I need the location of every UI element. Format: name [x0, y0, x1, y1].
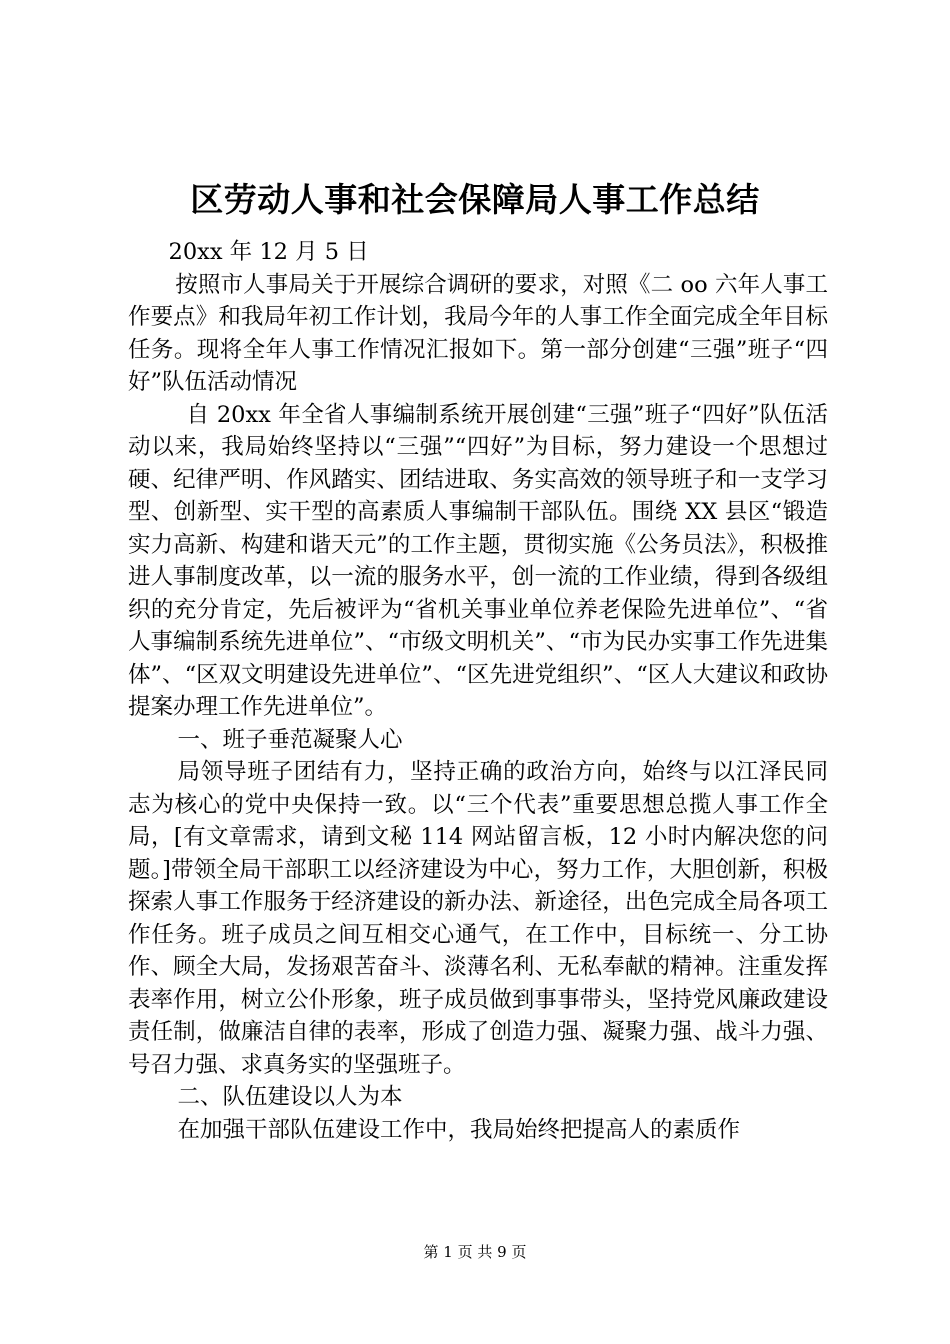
- section-heading-team: 二、队伍建设以人为本: [177, 1084, 403, 1110]
- section-heading-leadership: 一、班子垂范凝聚人心: [177, 726, 403, 753]
- paragraph-activity: 自 20xx 年全省人事编制系统开展创建“三强”班子“四好”队伍活动以来，我局始终坚持以“三强”“四好”为目标，努力建设一个思想过硬、纪律严明、作风踏实、团结进取、务实高效的领导班子和一支学习型、创新型、实干型的高素质人事编制干部队伍。围绕 XX 县区“锻造实力高新、构建和谐天元”的工作主题，贯彻实施《公务员法》，积极推进人事制度改革，以一流的服务水平，创一流的工作业绩，得到各级组织的充分肯定，先后被评为“省机关事业单位养老保险先进单位”、“省人事编制系统先进单位”、“市级文明机关”、“市为民办实事工作先进集体”、“区双文明建设先进单位”、“区先进党组织”、“区人大建议和政协提案办理工作先进单位”。: [128, 401, 828, 720]
- page-footer: 第 1 页 共 9 页: [423, 1243, 527, 1261]
- paragraph-leadership: 局领导班子团结有力，坚持正确的政治方向，始终与以江泽民同志为核心的党中央保持一致。以“三个代表”重要思想总揽人事工作全局，[有文章需求，请到文秘 114 网站留言板，12 小时内解决您的问题。]带领全局干部职工以经济建设为中心，努力工作，大胆创新，积极探索人事工作服务于经济建设的新办法、新途径，出色完成全局各项工作任务。班子成员之间互相交心通气，在工作中，目标统一、分工协作、顾全大局，发扬艰苦奋斗、淡薄名利、无私奉献的精神。注重发挥表率作用，树立公仆形象，班子成员做到事事带头，坚持党风廉政建设责任制，做廉洁自律的表率，形成了创造力强、凝聚力强、战斗力强、号召力强、求真务实的坚强班子。: [128, 759, 828, 1078]
- document-date: 20xx 年 12 月 5 日: [168, 239, 369, 265]
- document-body: [128, 236, 828, 1146]
- document-title: 区劳动人事和社会保障局人事工作总结: [190, 180, 760, 219]
- paragraph-team: 在加强干部队伍建设工作中，我局始终把提高人的素质作: [177, 1116, 741, 1143]
- paragraph-intro: 按照市人事局关于开展综合调研的要求，对照《二 oo 六年人事工作要点》和我局年初工作计划，我局今年的人事工作全面完成全年目标任务。现将全年人事工作情况汇报如下。第一部分创建“三强”班子“四好”队伍活动情况: [128, 271, 828, 395]
